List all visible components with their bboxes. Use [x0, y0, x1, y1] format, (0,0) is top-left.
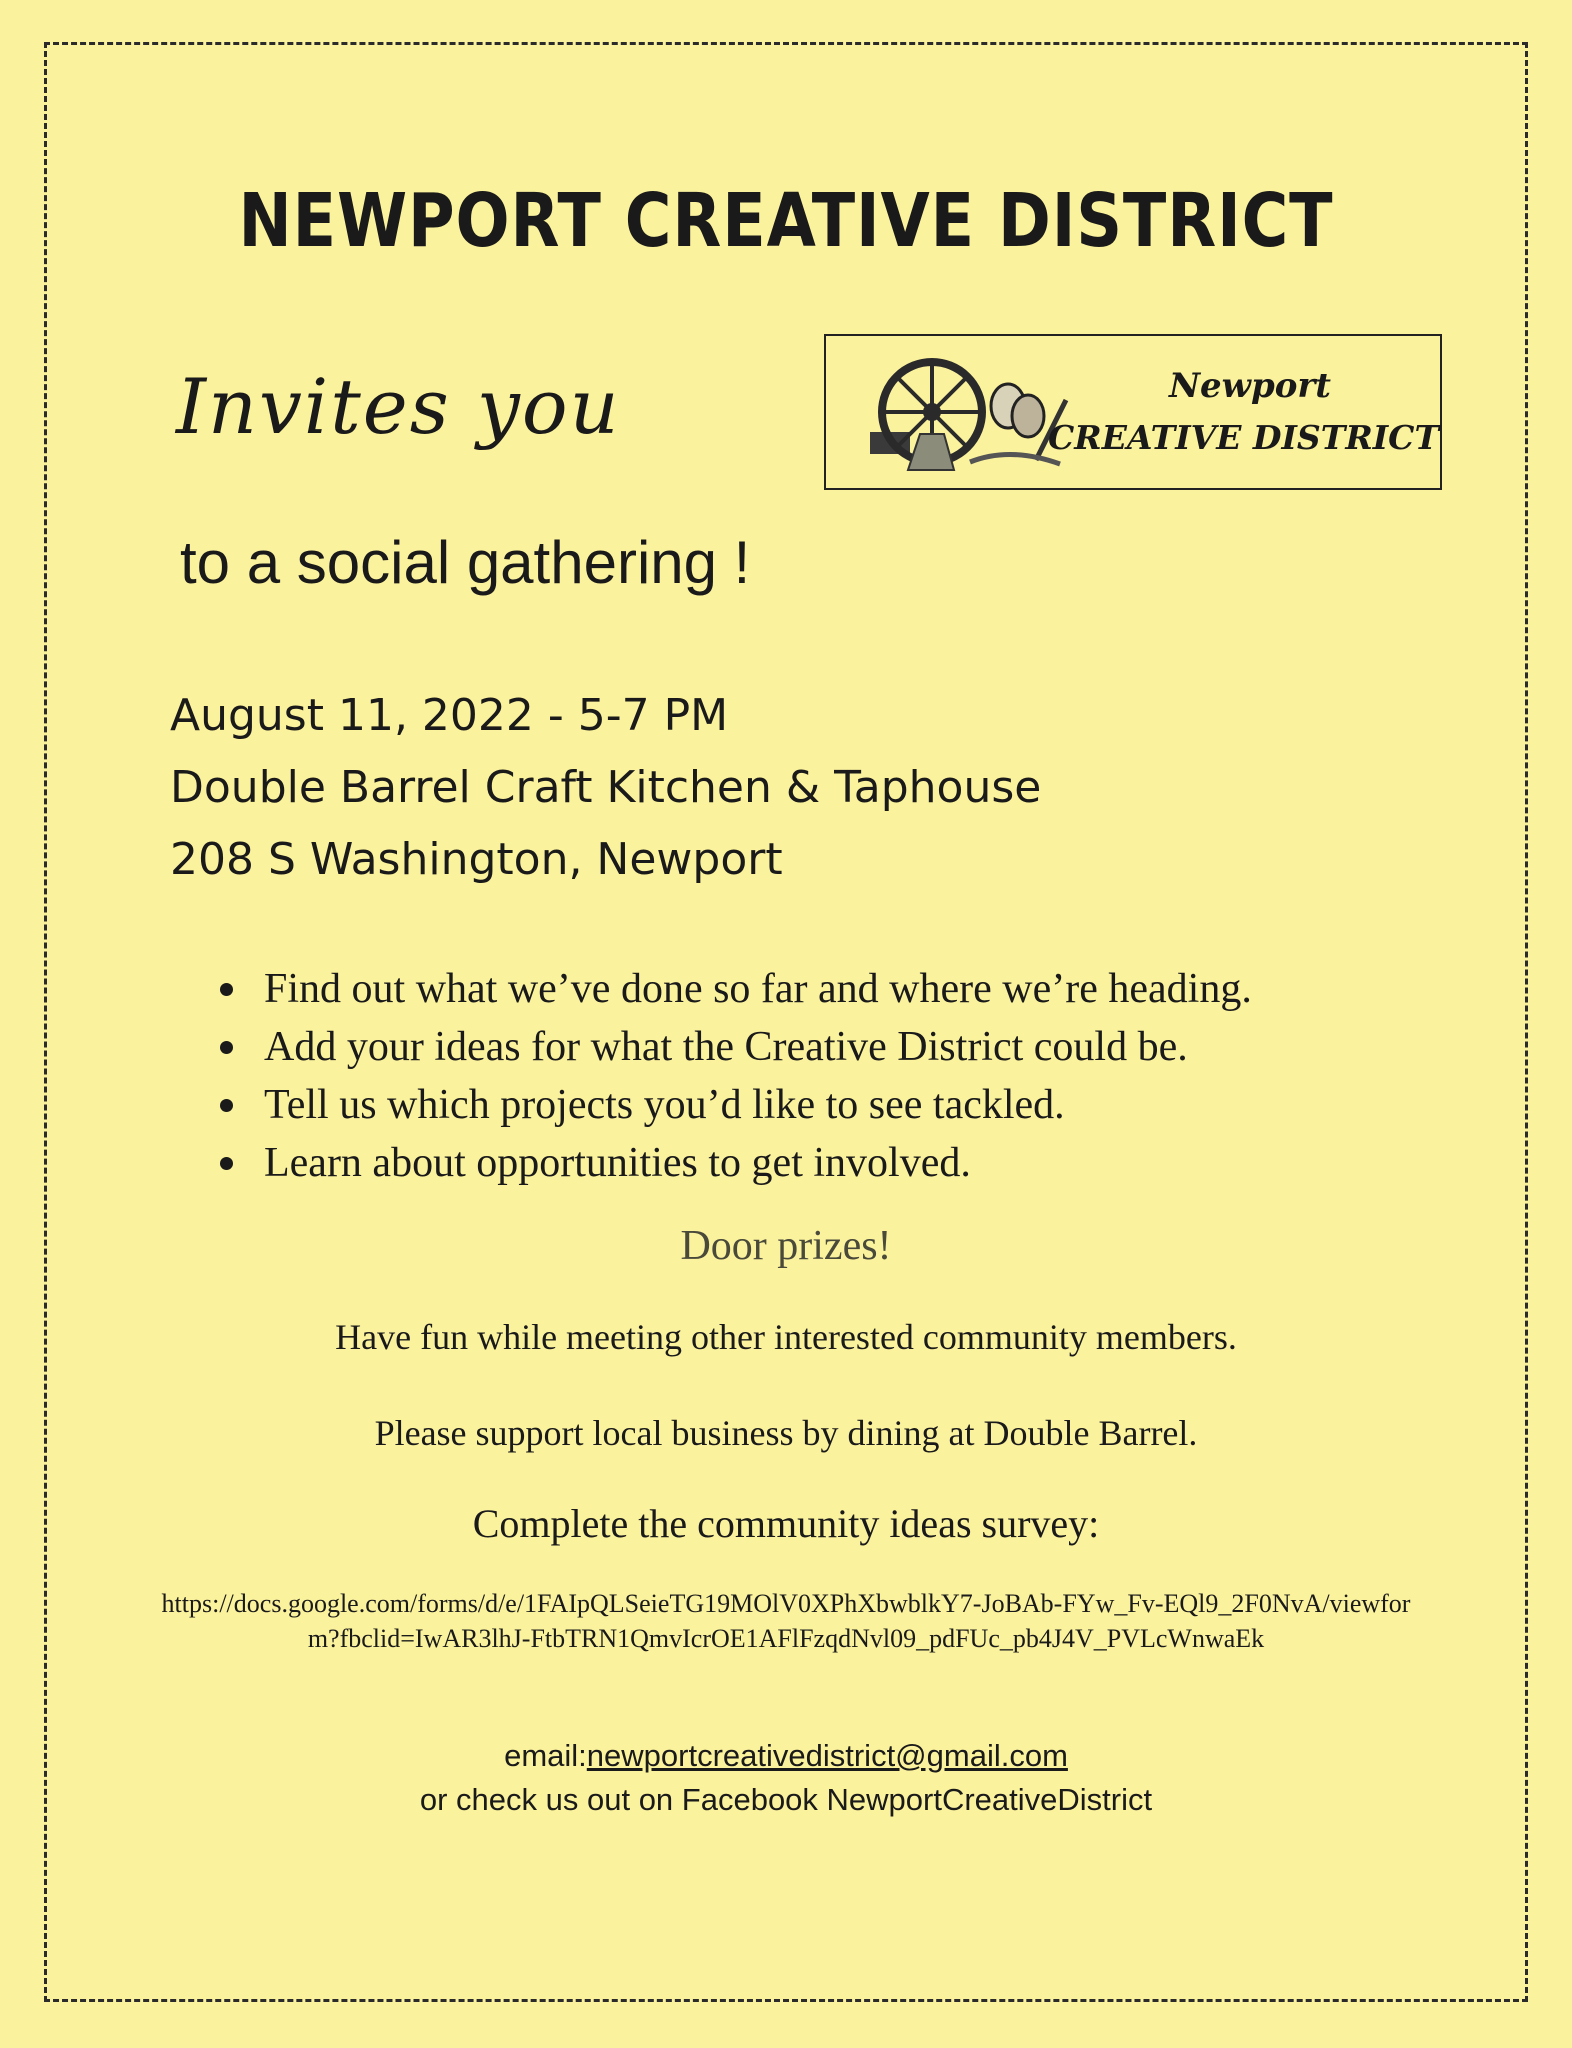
survey-heading: Complete the community ideas survey:	[472, 1501, 1100, 1546]
email-label: email:	[504, 1738, 587, 1773]
list-item: Learn about opportunities to get involved.	[210, 1134, 1252, 1192]
event-address: 208 S Washington, Newport	[170, 834, 783, 885]
contact-block	[0, 1734, 1572, 1822]
invites-text: Invites you	[176, 362, 621, 451]
logo-line1: Newport	[1168, 366, 1332, 406]
page-title: NEWPORT CREATIVE DISTRICT	[238, 178, 1334, 264]
event-venue: Double Barrel Craft Kitchen & Taphouse	[170, 762, 1042, 813]
list-item: Tell us which projects you’d like to see tackled.	[210, 1076, 1252, 1134]
bullet-list	[210, 960, 1252, 1192]
list-item: Find out what we’ve done so far and where we’re heading.	[210, 960, 1252, 1018]
email-link[interactable]: newportcreativedistrict@gmail.com	[586, 1738, 1068, 1773]
email-line	[0, 1734, 1572, 1778]
survey-link[interactable]: https://docs.google.com/forms/d/e/1FAIpQLSeieTG19MOlV0XPhXbwblkY7-JoBAb-FYw_Fv-EQl9_2F0NvA/viewform?fbclid=IwAR3lhJ-FtbTRN1QmvIcrOE1AFlFzqdNvl09_pdFUc_pb4J4V_PVLcWnwaEk	[161, 1589, 1411, 1653]
event-details	[170, 680, 1041, 896]
support-text: Please support local business by dining at Double Barrel.	[374, 1413, 1198, 1453]
door-prizes-text: Door prizes!	[680, 1223, 892, 1269]
social-gathering-text: to a social gathering !	[180, 529, 751, 596]
fun-text: Have fun while meeting other interested community members.	[335, 1317, 1237, 1357]
logo	[824, 334, 1442, 490]
list-item: Add your ideas for what the Creative District could be.	[210, 1018, 1252, 1076]
wheel-masks-logo-icon	[850, 354, 1070, 478]
facebook-line: or check us out on Facebook NewportCreativeDistrict	[419, 1782, 1153, 1817]
logo-line2: CREATIVE DISTRICT	[1048, 418, 1440, 457]
event-datetime: August 11, 2022 - 5-7 PM	[170, 690, 729, 741]
